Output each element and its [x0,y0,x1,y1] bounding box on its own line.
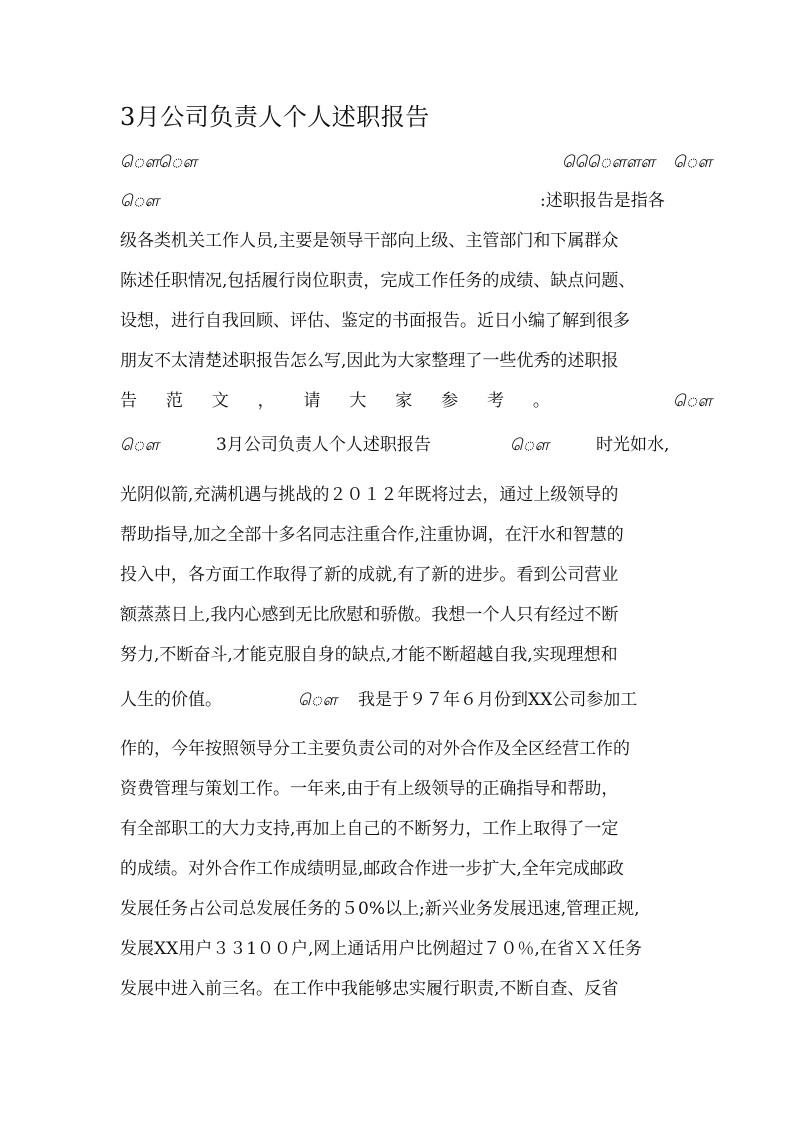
spaced-char: 参 [441,391,459,411]
inline-heading: 3月公司负责人个人述职报告 [216,435,431,455]
paragraph-line: 发展中进入前三名。在工作中我能够忠实履行职责,不断自查、反省 [120,979,619,999]
paragraph-line: 朋友不太清楚述职报告怎么写,因此为大家整理了一些优秀的述职报 [120,351,619,371]
glyph-mark: ௌ [673,391,713,410]
paragraph-line: 级各类机关工作人员,主要是领导干部向上级、主管部门和下属群众 [120,231,619,251]
line-value: 人生的价值。 [120,690,222,710]
spaced-char: 考 [487,391,504,411]
glyph-mark: ௌ [510,435,550,454]
spaced-char: 。 [532,391,550,411]
spaced-char: 请 [303,391,321,411]
paragraph-line: 帮助指导,加之全部十多名同志注重合作,注重协调，在汗水和智慧的 [120,525,624,545]
paragraph-line: 发展任务占公司总发展任务的５0%以上;新兴业务发展迅速,管理正规, [120,899,640,919]
glyph-mark: ௌ [120,435,160,454]
paragraph-line: 有全部职工的大力支持,再加上自己的不断努力，工作上取得了一定 [120,819,619,839]
paragraph-line: 光阴似箭,充满机遇与挑战的２０１２年既将过去，通过上级领导的 [120,485,619,505]
glyph-mark: ௌௌௌ [562,152,655,171]
paragraph-line: 设想，进行自我回顾、评估、鉴定的书面报告。近日小编了解到很多 [120,311,630,331]
heading-line [120,426,680,464]
spaced-char: ， [257,391,275,411]
glyph-mark: ௌ [298,690,338,709]
glyph-mark: ௌ [120,191,160,210]
line-tail: 时光如水, [596,435,670,455]
spaced-char: 范 [165,391,183,411]
intro-tail: :述职报告是指各 [540,191,665,211]
paragraph-line: 投入中，各方面工作取得了新的成就,有了新的进步。看到公司营业 [120,565,619,585]
paragraph-line: 努力,不断奋斗,才能克服自身的缺点,才能不断超越自我,实现理想和 [120,645,618,665]
spaced-char: 家 [395,391,413,411]
paragraph-line: 资费管理与策划工作。一年来,由于有上级领导的正确指导和帮助， [120,779,619,799]
document-title: 3月公司负责人个人述职报告 [120,103,430,131]
mixed-line [120,681,680,719]
paragraph-line: 的成绩。对外合作工作成绩明显,邮政合作进一步扩大,全年完成邮政 [120,859,624,879]
paragraph-line: 额蒸蒸日上,我内心感到无比欣慰和骄傲。我想一个人只有经过不断 [120,605,619,625]
line-join: 我是于９７年６月份到XX公司参加工 [358,690,638,710]
spaced-line [120,382,550,420]
paragraph-line: 发展XX用户３３1００户,网上通话用户比例超过７０％,在省ＸＸ任务 [120,939,642,959]
paragraph-line: 陈述任职情况,包括履行岗位职责，完成工作任务的成绩、缺点问题、 [120,271,636,291]
paragraph-line: 作的，今年按照领导分工主要负责公司的对外合作及全区经营工作的 [120,739,630,759]
spaced-char: 文 [211,391,229,411]
intro-line [120,182,680,220]
glyph-mark: ௌ [673,152,713,171]
glyph-mark: ௌ [158,152,198,171]
spaced-char: 大 [349,391,367,411]
glyph-line [120,143,713,181]
spaced-char: 告 [120,391,137,411]
glyph-mark: ௌ [120,152,160,171]
